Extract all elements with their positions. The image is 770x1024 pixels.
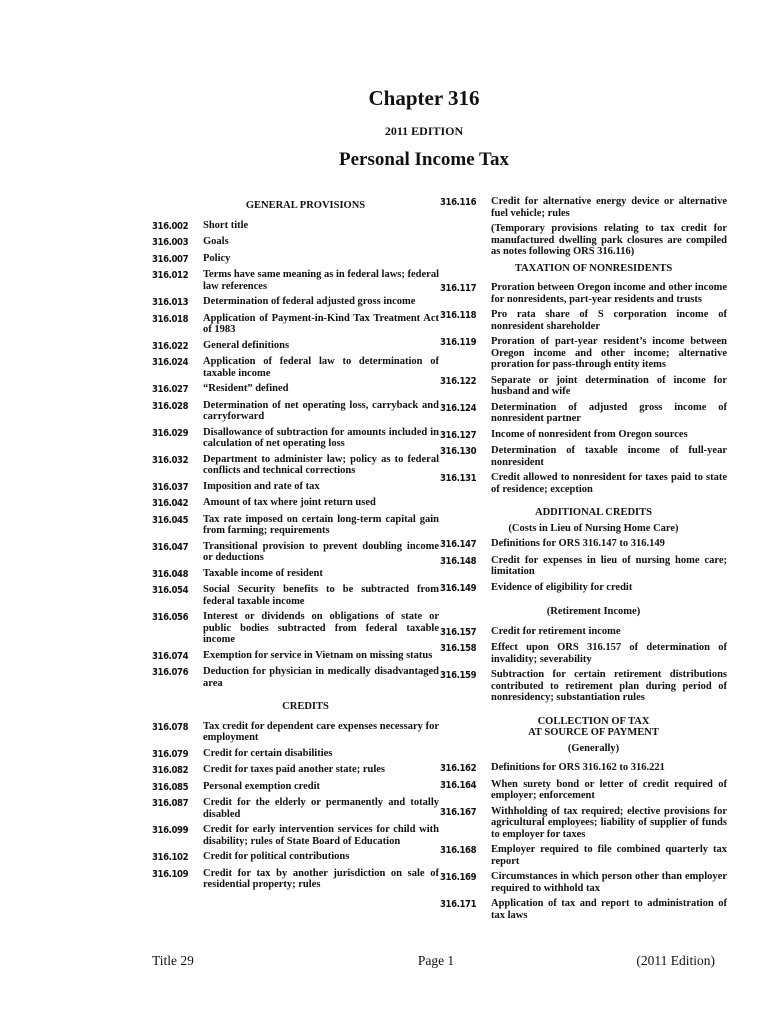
section-number: 316.117 (440, 283, 477, 294)
section-number: 316.169 (440, 872, 477, 883)
section-number: 316.037 (152, 481, 189, 493)
section-entry (440, 669, 727, 704)
section-entry (152, 781, 439, 794)
additional-credits-list (440, 538, 727, 594)
section-number: 316.047 (152, 541, 189, 553)
general-provisions-list (152, 220, 439, 690)
section-number: 316.157 (440, 626, 477, 638)
retirement-list (440, 626, 727, 704)
collection-list (440, 762, 727, 921)
section-number: 316.079 (152, 748, 189, 760)
section-entry (152, 427, 439, 450)
section-entry (152, 721, 439, 744)
section-description: Policy (203, 252, 231, 264)
section-number: 316.029 (152, 427, 189, 439)
section-description: Circumstances in which person other than employer required to withhold tax (491, 871, 727, 894)
section-number: 316.164 (440, 779, 477, 791)
subheading-nursing-home: (Costs in Lieu of Nursing Home Care) (508, 522, 679, 534)
section-entry (152, 236, 439, 249)
section-number: 316.131 (440, 473, 477, 484)
section-entry (152, 666, 439, 689)
section-entry (152, 824, 439, 847)
section-description: Determination of federal adjusted gross income (203, 296, 416, 307)
section-number: 316.168 (440, 845, 477, 856)
section-entry (152, 296, 439, 309)
section-entry (440, 402, 727, 425)
section-description: Deduction for physician in medically disadvantaged area (203, 666, 439, 689)
section-number: 316.167 (440, 806, 477, 818)
section-number: 316.054 (152, 585, 189, 596)
footer-page-number: Page 1 (417, 953, 455, 968)
section-entry (152, 650, 439, 663)
section-number: 316.032 (152, 454, 189, 466)
section-entry (152, 400, 439, 423)
section-entry (152, 851, 439, 864)
section-description: Credit for expenses in lieu of nursing home care; limitation (491, 554, 727, 577)
section-description: Department to administer law; policy as to federal conflicts and technical corrections (203, 453, 439, 476)
credits-list (152, 721, 439, 891)
section-entry (440, 309, 727, 332)
section-description: Goals (203, 236, 229, 247)
section-number: 316.102 (152, 852, 189, 863)
section-description: Imposition and rate of tax (203, 480, 320, 492)
section-entry (152, 868, 439, 891)
nonresidents-list (440, 282, 727, 495)
section-description: Transitional provision to prevent doubling income or deductions (203, 540, 439, 563)
section-number: 316.158 (440, 643, 477, 654)
section-description: Credit for retirement income (491, 625, 621, 637)
section-number: 316.012 (152, 270, 189, 281)
section-entry (440, 555, 727, 578)
section-number: 316.002 (152, 220, 189, 232)
section-entry (152, 340, 439, 353)
section-entry (152, 269, 439, 292)
section-number: 316.013 (152, 297, 189, 308)
section-description: Tax rate imposed on certain long-term capital gain from farming; requirements (203, 513, 439, 536)
section-heading-collection-line2: AT SOURCE OF PAYMENT (528, 727, 659, 738)
section-description: Determination of adjusted gross income of nonresident partner (491, 401, 727, 424)
section-entry (152, 797, 439, 820)
section-number: 316.118 (440, 310, 477, 321)
section-number: 316.116 (440, 197, 477, 208)
section-entry (152, 383, 439, 396)
section-description: Credit allowed to nonresident for taxes paid to state of residence; exception (491, 472, 727, 495)
right-column (440, 196, 727, 925)
section-entry (440, 806, 727, 841)
section-entry (152, 541, 439, 564)
edition-label: 2011 EDITION (384, 124, 464, 138)
section-description: Definitions for ORS 316.147 to 316.149 (491, 538, 665, 549)
section-entry (440, 582, 727, 595)
subheading-retirement-income: (Retirement Income) (546, 606, 641, 617)
section-entry (440, 472, 727, 495)
section-number: 316.127 (440, 429, 477, 441)
section-number: 316.149 (440, 582, 477, 594)
temporary-provisions-note: (Temporary provisions relating to tax credit for manufactured dwelling park closures are compiled as notes following ORS 316.116) (491, 223, 727, 257)
section-entry (152, 764, 439, 777)
section-entry (152, 611, 439, 646)
section-entry (152, 356, 439, 379)
section-description: Application of tax and report to administration of tax laws (491, 898, 727, 921)
section-description: Employer required to file combined quarterly tax report (491, 844, 727, 867)
section-entry (440, 844, 727, 867)
section-description: Credit for the elderly or permanently and totally disabled (203, 797, 439, 820)
section-description: Social Security benefits to be subtracted from federal taxable income (203, 584, 439, 607)
section-entry (440, 626, 727, 639)
section-description: Exemption for service in Vietnam on missing status (203, 649, 433, 661)
section-description: Determination of net operating loss, carryback and carryforward (203, 399, 439, 422)
section-number: 316.042 (152, 498, 189, 509)
section-number: 316.048 (152, 568, 189, 580)
section-entry (152, 514, 439, 537)
section-description: Pro rata share of S corporation income of nonresident shareholder (491, 309, 727, 332)
chapter-subject: Personal Income Tax (339, 149, 509, 170)
section-description: Short title (203, 219, 249, 231)
section-description: Credit for certain disabilities (203, 747, 333, 759)
section-heading-nonresidents: TAXATION OF NONRESIDENTS (514, 262, 673, 274)
section-description: Application of Payment-in-Kind Tax Treatment Act of 1983 (203, 312, 439, 335)
section-entry (152, 481, 439, 494)
section-entry (152, 454, 439, 477)
section-entry (440, 762, 727, 775)
section-heading-general: GENERAL PROVISIONS (245, 200, 366, 211)
section-number: 316.003 (152, 237, 189, 248)
section-number: 316.028 (152, 400, 189, 412)
section-description: Withholding of tax required; elective provisions for agricultural employees; liability of supplier of funds to employer for taxes (491, 805, 727, 840)
section-number: 316.109 (152, 868, 189, 880)
section-number: 316.171 (440, 899, 477, 910)
section-number: 316.024 (152, 357, 189, 368)
section-description: Credit for alternative energy device or alternative fuel vehicle; rules (491, 196, 727, 219)
section-description: General definitions (203, 339, 290, 351)
section-description: Effect upon ORS 316.157 of determination of invalidity; severability (491, 642, 727, 665)
section-description: Evidence of eligibility for credit (491, 581, 633, 593)
section-number: 316.148 (440, 555, 477, 567)
section-description: Credit for political contributions (203, 851, 350, 862)
section-entry (152, 497, 439, 510)
section-number: 316.078 (152, 721, 189, 733)
section-number: 316.074 (152, 650, 189, 662)
section-description: Separate or joint determination of income for husband and wife (491, 374, 727, 397)
section-entry (152, 568, 439, 581)
section-description: Income of nonresident from Oregon sources (491, 428, 688, 440)
section-description: Personal exemption credit (203, 780, 321, 792)
top-credits-list (440, 196, 727, 219)
chapter-title: Chapter 316 (368, 86, 480, 110)
section-entry (152, 253, 439, 266)
section-entry (440, 336, 727, 371)
section-description: When surety bond or letter of credit required of employer; enforcement (491, 778, 727, 801)
section-description: “Resident” defined (203, 383, 289, 394)
section-description: Terms have same meaning as in federal laws; federal law references (203, 269, 439, 292)
subheading-generally: (Generally) (567, 742, 620, 754)
section-entry (440, 445, 727, 468)
section-entry (440, 642, 727, 665)
section-number: 316.045 (152, 514, 189, 526)
section-entry (440, 898, 727, 921)
section-description: Tax credit for dependent care expenses necessary for employment (203, 720, 439, 743)
footer-title: Title 29 (152, 953, 194, 968)
section-number: 316.076 (152, 667, 189, 678)
section-number: 316.082 (152, 765, 189, 776)
section-description: Taxable income of resident (203, 567, 323, 579)
section-number: 316.119 (440, 337, 477, 348)
section-entry (440, 538, 727, 551)
footer-edition: (2011 Edition) (636, 953, 715, 968)
section-number: 316.124 (440, 402, 477, 414)
section-heading-additional-credits: ADDITIONAL CREDITS (535, 507, 652, 518)
section-number: 316.162 (440, 763, 477, 774)
section-number: 316.087 (152, 798, 189, 809)
section-entry (440, 375, 727, 398)
section-entry (440, 871, 727, 894)
section-description: Credit for tax by another jurisdiction on sale of residential property; rules (203, 867, 439, 890)
section-entry (440, 779, 727, 802)
section-number: 316.147 (440, 539, 477, 550)
section-entry (152, 220, 439, 233)
section-description: Definitions for ORS 316.162 to 316.221 (491, 762, 665, 773)
section-number: 316.122 (440, 375, 477, 387)
section-description: Proration of part-year resident’s income between Oregon income and other income; alternative proration for pass-through entity items (491, 336, 727, 370)
section-entry (152, 313, 439, 336)
section-entry (152, 748, 439, 761)
section-heading-credits: CREDITS (282, 701, 329, 712)
section-number: 316.099 (152, 825, 189, 836)
section-description: Application of federal law to determination of taxable income (203, 356, 439, 379)
section-number: 316.027 (152, 384, 189, 395)
section-entry (440, 196, 727, 219)
section-number: 316.056 (152, 612, 189, 623)
section-description: Proration between Oregon income and other income for nonresidents, part-year residents and trusts (491, 282, 727, 305)
section-number: 316.018 (152, 313, 189, 325)
section-description: Amount of tax where joint return used (203, 497, 376, 508)
section-description: Subtraction for certain retirement distributions contributed to retirement plan during period of nonresidency; substantiation rules (491, 669, 727, 703)
left-column (152, 196, 439, 895)
section-entry (440, 282, 727, 305)
section-number: 316.007 (152, 253, 189, 265)
section-number: 316.130 (440, 446, 477, 457)
section-description: Credit for taxes paid another state; rules (203, 764, 385, 775)
section-entry (440, 429, 727, 442)
section-number: 316.022 (152, 340, 189, 352)
section-number: 316.159 (440, 670, 477, 681)
section-entry (152, 584, 439, 607)
section-description: Interest or dividends on obligations of state or public bodies subtracted from federal taxable income (203, 611, 439, 645)
section-heading-collection: COLLECTION OF TAX (537, 715, 650, 727)
section-description: Disallowance of subtraction for amounts included in calculation of net operating loss (203, 426, 439, 449)
section-description: Determination of taxable income of full-year nonresident (491, 445, 727, 468)
section-description: Credit for early intervention services for child with disability; rules of State Board of Education (203, 824, 439, 847)
section-number: 316.085 (152, 781, 189, 793)
